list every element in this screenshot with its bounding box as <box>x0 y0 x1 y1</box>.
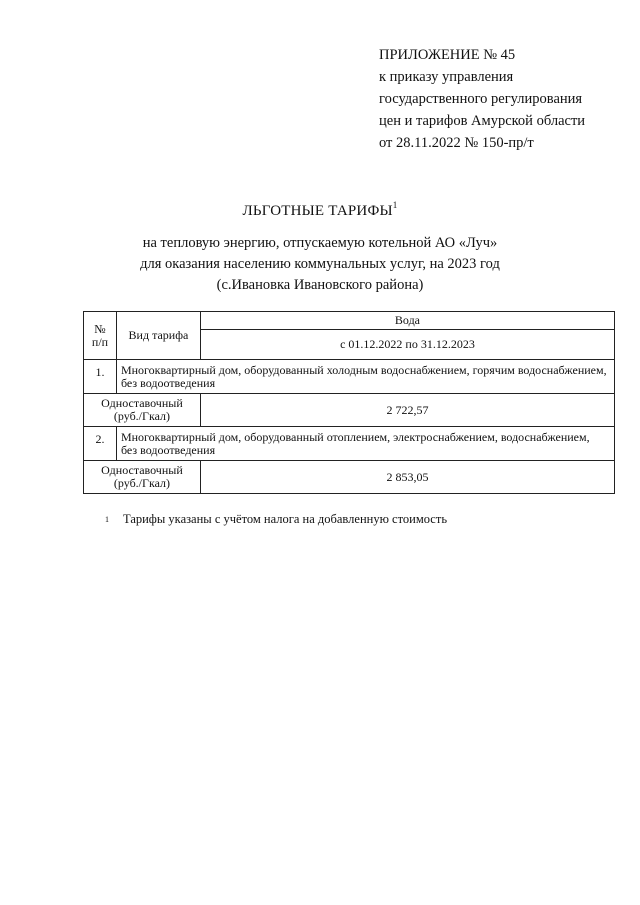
row-num: 2. <box>84 427 117 461</box>
row-value: 2 853,05 <box>200 461 614 494</box>
appendix-line: ПРИЛОЖЕНИЕ № 45 <box>379 47 516 63</box>
footnote-mark: 1 <box>105 515 109 524</box>
row-value: 2 722,57 <box>200 394 614 427</box>
footnote-text: Тарифы указаны с учётом налога на добавленную стоимость <box>123 512 448 526</box>
tariff-table <box>83 311 615 494</box>
header-period: с 01.12.2022 по 31.12.2023 <box>200 330 614 360</box>
subtitle-line: для оказания населению коммунальных услуг, на 2023 год <box>140 256 500 272</box>
row-tariff-label: Одноставочный (руб./Гкал) <box>84 461 201 494</box>
header-num: № п/п <box>84 312 117 360</box>
row-tariff-label: Одноставочный (руб./Гкал) <box>84 394 201 427</box>
header-tariff-type: Вид тарифа <box>116 312 200 360</box>
title-text: ЛЬГОТНЫЕ ТАРИФЫ <box>242 203 393 219</box>
appendix-line: государственного регулирования <box>379 91 583 107</box>
appendix-block <box>379 44 619 154</box>
appendix-line: цен и тарифов Амурской области <box>379 113 586 129</box>
footnote <box>105 512 447 527</box>
header-water: Вода <box>200 312 614 330</box>
title-footnote-ref: 1 <box>392 200 398 210</box>
row-description: Многоквартирный дом, оборудованный отоплением, электроснабжением, водоснабжением, без водоотведения <box>116 427 614 461</box>
row-description: Многоквартирный дом, оборудованный холодным водоснабжением, горячим водоснабжением, без водоотведения <box>116 360 614 394</box>
subtitle-line: на тепловую энергию, отпускаемую котельной АО «Луч» <box>142 235 498 251</box>
document-subtitle <box>0 233 640 296</box>
row-num: 1. <box>84 360 117 394</box>
appendix-line: от 28.11.2022 № 150-пр/т <box>379 135 534 151</box>
subtitle-line: (с.Ивановка Ивановского района) <box>216 277 424 293</box>
appendix-line: к приказу управления <box>379 69 514 85</box>
document-title <box>0 200 640 220</box>
